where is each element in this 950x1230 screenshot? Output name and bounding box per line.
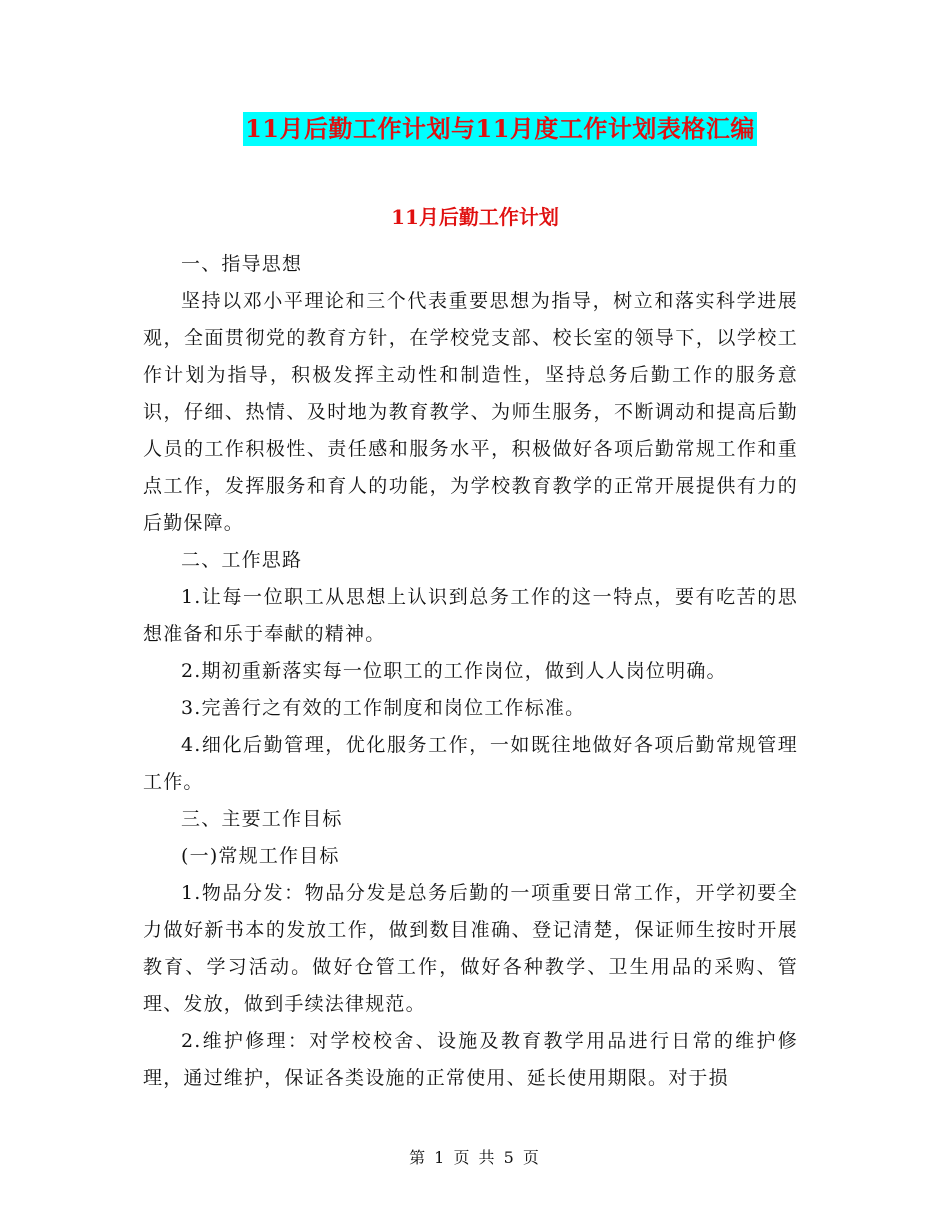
document-title-container [0, 112, 950, 146]
heading-work-approach: 二、工作思路 [181, 549, 303, 571]
paragraph-approach-2: 2.期初重新落实每一位职工的工作岗位，做到人人岗位明确。 [181, 660, 727, 682]
subheading-routine-goals: (一)常规工作目标 [181, 845, 340, 867]
document-body [143, 246, 798, 1097]
heading-main-goals: 三、主要工作目标 [181, 808, 343, 830]
section-title: 11月后勤工作计划 [391, 205, 559, 229]
paragraph-guiding-ideology: 坚持以邓小平理论和三个代表重要思想为指导，树立和落实科学进展观，全面贯彻党的教育方针，在学校党支部、校长室的领导下，以学校工作计划为指导，积极发挥主动性和制造性，坚持总务后勤工作的服务意识，仔细、热情、及时地为教育教学、为师生服务，不断调动和提高后勤人员的工作积极性、责任感和服务水平，积极做好各项后勤常规工作和重点工作，发挥服务和育人的功能，为学校教育教学的正常开展提供有力的后勤保障。 [143, 290, 798, 534]
paragraph-goal-2: 2.维护修理：对学校校舍、设施及教育教学用品进行日常的维护修理，通过维护，保证各类设施的正常使用、延长使用期限。对于损 [143, 1030, 798, 1089]
paragraph-approach-3: 3.完善行之有效的工作制度和岗位工作标准。 [181, 697, 586, 719]
document-title: 11月后勤工作计划与11月度工作计划表格汇编 [243, 112, 757, 146]
paragraph-approach-1: 1.让每一位职工从思想上认识到总务工作的这一特点，要有吃苦的思想准备和乐于奉献的精神。 [143, 586, 798, 645]
paragraph-goal-1: 1.物品分发：物品分发是总务后勤的一项重要日常工作，开学初要全力做好新书本的发放工作，做到数目准确、登记清楚，保证师生按时开展教育、学习活动。做好仓管工作，做好各种教学、卫生用品的采购、管理、发放，做到手续法律规范。 [143, 882, 798, 1015]
heading-guiding-ideology: 一、指导思想 [181, 253, 303, 275]
page-footer: 第 1 页 共 5 页 [409, 1148, 541, 1167]
paragraph-approach-4: 4.细化后勤管理，优化服务工作，一如既往地做好各项后勤常规管理工作。 [143, 734, 798, 793]
